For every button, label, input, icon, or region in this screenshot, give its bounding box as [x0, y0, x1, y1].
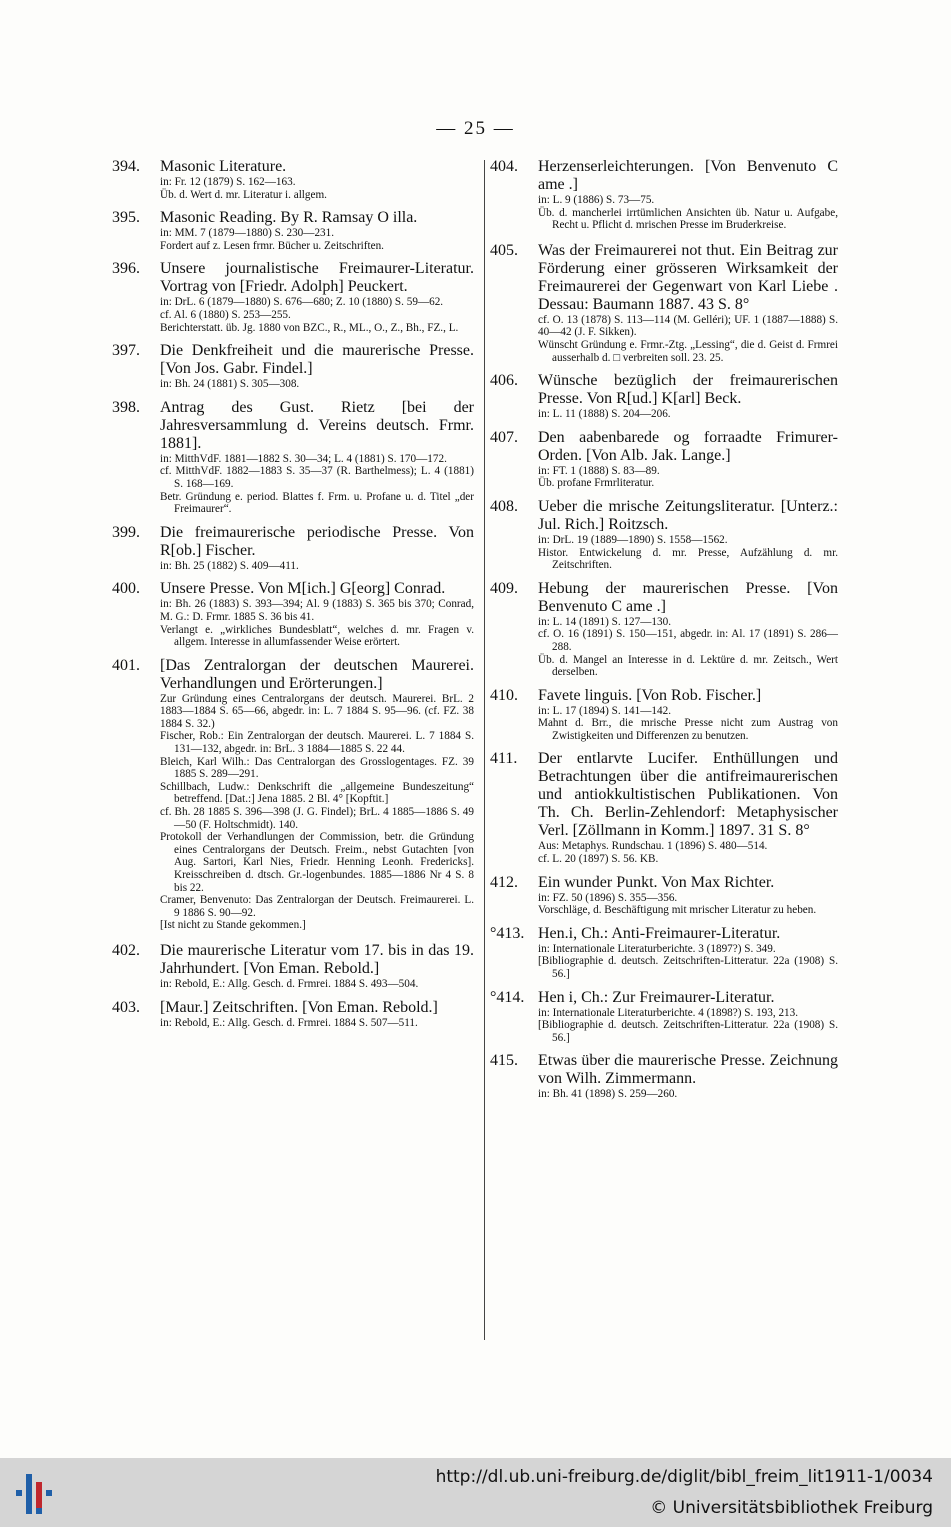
entry-title: Hen.i, Ch.: Anti-Freimaurer-Literatur.	[538, 924, 781, 942]
bibliography-entry	[490, 925, 838, 981]
entry-number: 399.	[112, 523, 140, 541]
document-url-link[interactable]: http://dl.ub.uni-freiburg.de/diglit/bibl_freim_lit1911-1/0034	[435, 1467, 933, 1487]
entry-note: in: DrL. 19 (1889—1890) S. 1558—1562.	[538, 533, 728, 546]
entry-note: Cramer, Benvenuto: Das Zentralorgan der Deutsch. Freimaurerei. L. 9 1886 S. 90—92.	[160, 894, 474, 919]
bibliography-entry	[112, 524, 474, 573]
entry-note: in: Bh. 26 (1883) S. 393—394; Al. 9 (1883) S. 365 bis 370; Conrad, M. G.: D. Frmr. 1885 S. 36 bis 41.	[160, 598, 474, 623]
entry-note: in: FT. 1 (1888) S. 83—89.	[538, 464, 660, 477]
bibliography-entry	[490, 750, 838, 865]
ub-freiburg-logo-icon	[14, 1468, 60, 1518]
entry-number: 402.	[112, 941, 140, 959]
entry-title: [Maur.] Zeitschriften. [Von Eman. Rebold.]	[160, 998, 438, 1016]
entry-number: 409.	[490, 579, 518, 597]
entry-note: in: MitthVdF. 1881—1882 S. 30—34; L. 4 (1881) S. 170—172.	[160, 452, 447, 465]
entry-number: 411.	[490, 750, 518, 768]
entry-note: Schillbach, Ludw.: Denkschrift die „allgemeine Bundeszeitung“ betreffend. [Dat.:] Jena 1885. 2 Bl. 4° [Kopftit.]	[160, 780, 474, 806]
entry-number: 404.	[490, 158, 518, 175]
entry-number: 410.	[490, 686, 518, 704]
entry-note: in: Rebold, E.: Allg. Gesch. d. Frmrei. 1884 S. 493—504.	[160, 977, 419, 990]
entry-title: Masonic Reading. By R. Ramsay O illa.	[160, 209, 418, 227]
entry-note: cf. O. 13 (1878) S. 113—114 (M. Gelléri); UF. 1 (1887—1888) S. 40—42 (J. F. Sikken).	[538, 313, 838, 339]
entry-title: Wünsche bezüglich der freimaurerischen Presse. Von R[ud.] K[arl] Beck.	[538, 372, 838, 408]
copyright-notice: © Universitätsbibliothek Freiburg	[650, 1498, 933, 1518]
entry-number: 408.	[490, 497, 518, 515]
bibliography-entry	[490, 580, 838, 679]
entry-note: Üb. d. mancherlei irrtümlichen Ansichten üb. Natur u. Aufgabe, Recht u. Pflicht d. mrischen Presse im Bruderkreise.	[538, 206, 838, 232]
bibliography-entry	[112, 260, 474, 334]
entry-note: [Ist nicht zu Stande gekommen.]	[160, 919, 306, 932]
entry-number: 398.	[112, 398, 140, 416]
entry-note: in: L. 14 (1891) S. 127—130.	[538, 615, 672, 628]
entry-title: Hen i, Ch.: Zur Freimaurer-Literatur.	[538, 988, 775, 1006]
entry-note: in: FZ. 50 (1896) S. 355—356.	[538, 891, 678, 904]
entry-note: cf. O. 16 (1891) S. 150—151, abgedr. in: Al. 17 (1891) S. 286—288.	[538, 628, 838, 653]
entry-note: Üb. profane Frmrliteratur.	[538, 477, 655, 490]
left-column	[112, 158, 474, 1037]
entry-number: 401.	[112, 656, 140, 674]
entry-title: Den aabenbarede og forraadte Frimurer-Orden. [Von Alb. Jak. Lange.]	[538, 428, 838, 464]
bibliography-entry	[112, 399, 474, 516]
entry-note: in: Bh. 25 (1882) S. 409—411.	[160, 559, 299, 572]
entry-note: in: Internationale Literaturberichte. 3 (1897?) S. 349.	[538, 942, 776, 955]
entry-title: Antrag des Gust. Rietz [bei der Jahresversammlung d. Vereins deutsch. Frmr. 1881].	[160, 398, 474, 452]
bibliography-entry	[490, 498, 838, 572]
entry-title: [Das Zentralorgan der deutschen Maurerei. Verhandlungen und Erörterungen.]	[160, 656, 474, 692]
entry-number: 406.	[490, 372, 518, 390]
bibliography-entry	[112, 158, 474, 201]
entry-number: 405.	[490, 241, 518, 259]
entry-note: Zur Gründung eines Centralorgans der deutsch. Maurerei. BrL. 2 1883—1884 S. 65—66, abgedr. in: L. 7 1884 S. 95—96. (cf. FZ. 38 1884 S. 32.)	[160, 692, 474, 730]
entry-title: Masonic Literature.	[160, 158, 287, 175]
entry-number: 403.	[112, 998, 140, 1016]
entry-note: in: Bh. 24 (1881) S. 305—308.	[160, 378, 300, 391]
entry-note: Protokoll der Verhandlungen der Commission, betr. die Gründung eines Centralorgans der Deutsch. Freim., nebst Gutachten [von Aug. Sartori, Karl Nies, Friedr. Henning Leonh. Fredericks]. Kreisschreiben d. dtsch. Gr.-logenbundes. 1885—1886 Nr 4 S. 8 bis 22.	[160, 831, 474, 894]
entry-note: in: L. 17 (1894) S. 141—142.	[538, 704, 672, 717]
entry-note: cf. Bh. 28 1885 S. 396—398 (J. G. Findel); BrL. 4 1885—1886 S. 49—50 (F. Holtschmidt). 140.	[160, 806, 474, 831]
entry-note: Wünscht Gründung e. Frmr.-Ztg. „Lessing“, die d. Geist d. Frmrei ausserhalb d. □ verbreiten soll. 23. 25.	[538, 338, 838, 364]
entry-title: Herzenserleichterungen. [Von Benvenuto C ame .]	[538, 158, 838, 193]
bibliography-entry	[112, 657, 474, 932]
entry-note: in: MM. 7 (1879—1880) S. 230—231.	[160, 227, 335, 240]
entry-title: Unsere journalistische Freimaurer-Literatur. Vortrag von [Friedr. Adolph] Peuckert.	[160, 260, 474, 296]
bibliography-entry	[490, 429, 838, 490]
entry-title: Etwas über die maurerische Presse. Zeichnung von Wilh. Zimmermann.	[538, 1052, 838, 1088]
entry-title: Die freimaurerische periodische Presse. Von R[ob.] Fischer.	[160, 523, 474, 559]
entry-note: Mahnt d. Brr., die mrische Presse nicht zum Austrag von Zwistigkeiten und Differenzen zu benutzen.	[538, 717, 838, 742]
entry-number: 395.	[112, 209, 140, 227]
entry-note: in: Bh. 41 (1898) S. 259—260.	[538, 1088, 678, 1101]
entry-note: cf. L. 20 (1897) S. 56. KB.	[538, 853, 659, 866]
entry-title: Was der Freimaurerei not thut. Ein Beitrag zur Förderung einer grösseren Wirksamkeit der Freimaurerei der Gegenwart von Karl Liebe . Dessau: Baumann 1887. 43 S. 8°	[538, 241, 838, 313]
entry-number: 407.	[490, 428, 518, 446]
bibliography-entry	[490, 989, 838, 1045]
entry-number: 394.	[112, 158, 140, 175]
entry-title: Der entlarvte Lucifer. Enthüllungen und Betrachtungen über die antifreimaurerischen und antiokkultistischen Publikationen. Von Th. Ch. Berlin-Zehlendorf: Metaphysischer Verl. [Zöllmann in Komm.] 1897. 31 S. 8°	[538, 750, 838, 840]
entry-title: Hebung der maurerischen Presse. [Von Benvenuto C ame .]	[538, 579, 838, 615]
entry-number: °414.	[490, 988, 525, 1006]
entry-note: Üb. d. Wert d. mr. Literatur i. allgem.	[160, 188, 327, 201]
entry-number: 412.	[490, 873, 518, 891]
entry-note: in: L. 11 (1888) S. 204—206.	[538, 408, 671, 421]
bibliography-entry	[490, 242, 838, 364]
bibliography-entry	[490, 874, 838, 917]
bibliography-entry	[112, 342, 474, 391]
entry-number: 415.	[490, 1052, 518, 1070]
bibliography-entry	[112, 209, 474, 252]
bibliography-entry	[490, 1052, 838, 1101]
bibliography-entry	[112, 999, 474, 1030]
entry-note: in: Rebold, E.: Allg. Gesch. d. Frmrei. 1884 S. 507—511.	[160, 1016, 418, 1029]
right-column	[490, 158, 838, 1101]
entry-title: Ein wunder Punkt. Von Max Richter.	[538, 873, 775, 891]
entry-note: Üb. d. Mangel an Interesse in d. Lektüre d. mr. Zeitsch., Wert derselben.	[538, 653, 838, 679]
entry-note: Bleich, Karl Wilh.: Das Centralorgan des Grosslogentages. FZ. 39 1885 S. 289—291.	[160, 755, 474, 781]
entry-note: [Bibliographie d. deutsch. Zeitschriften-Litteratur. 22a (1908) S. 56.]	[538, 1019, 838, 1044]
entry-note: in: L. 9 (1886) S. 73—75.	[538, 194, 655, 206]
entry-title: Die maurerische Literatur vom 17. bis in das 19. Jahrhundert. [Von Eman. Rebold.]	[160, 941, 474, 977]
entry-note: cf. Al. 6 (1880) S. 253—255.	[160, 308, 291, 321]
entry-note: Aus: Metaphys. Rundschau. 1 (1896) S. 480—514.	[538, 840, 768, 853]
entry-title: Favete linguis. [Von Rob. Fischer.]	[538, 686, 762, 704]
entry-note: in: DrL. 6 (1879—1880) S. 676—680; Z. 10 (1880) S. 59—62.	[160, 296, 444, 309]
entry-title: Die Denkfreiheit und die maurerische Presse. [Von Jos. Gabr. Findel.]	[160, 342, 474, 378]
bibliography-entry	[112, 942, 474, 991]
bibliography-entry	[112, 580, 474, 648]
entry-number: 396.	[112, 260, 140, 278]
bibliography-entry	[490, 687, 838, 743]
entry-note: Histor. Entwickelung d. mr. Presse, Aufzählung d. mr. Zeitschriften.	[538, 546, 838, 572]
entry-number: 397.	[112, 342, 140, 360]
entry-note: [Bibliographie d. deutsch. Zeitschriften-Litteratur. 22a (1908) S. 56.]	[538, 955, 838, 981]
bibliography-entry	[490, 372, 838, 421]
page-number: — 25 —	[436, 118, 515, 139]
entry-note: cf. MitthVdF. 1882—1883 S. 35—37 (R. Barthelmess); L. 4 (1881) S. 168—169.	[160, 465, 474, 490]
entry-note: Berichterstatt. üb. Jg. 1880 von BZC., R., ML., O., Z., Bh., FZ., L.	[160, 321, 459, 334]
entry-note: Verlangt e. „wirkliches Bundesblatt“, welches d. mr. Fragen v. allgem. Interesse in allumfassender Weise erörtert.	[160, 623, 474, 649]
viewer-footer	[0, 1458, 951, 1527]
bibliography-entry	[490, 158, 838, 232]
entry-note: Fischer, Rob.: Ein Zentralorgan der deutsch. Maurerei. L. 7 1884 S. 131—132, abgedr. in: BrL. 3 1884—1885 S. 22 44.	[160, 730, 474, 756]
entry-note: Fordert auf z. Lesen frmr. Bücher u. Zeitschriften.	[160, 239, 384, 252]
entry-title: Unsere Presse. Von M[ich.] G[eorg] Conrad.	[160, 580, 446, 598]
entry-note: Betr. Gründung e. period. Blattes f. Frm. u. Profane u. d. Titel „der Freimaurer“.	[160, 490, 474, 516]
entry-note: Vorschläge, d. Beschäftigung mit mrischer Literatur zu heben.	[538, 904, 817, 917]
entry-note: in: Fr. 12 (1879) S. 162—163.	[160, 176, 296, 188]
entry-title: Ueber die mrische Zeitungsliteratur. [Unterz.: Jul. Rich.] Roitzsch.	[538, 497, 838, 533]
entry-number: °413.	[490, 924, 525, 942]
entry-note: in: Internationale Literaturberichte. 4 (1898?) S. 193, 213.	[538, 1006, 799, 1019]
column-divider	[484, 160, 485, 1340]
entry-number: 400.	[112, 580, 140, 598]
